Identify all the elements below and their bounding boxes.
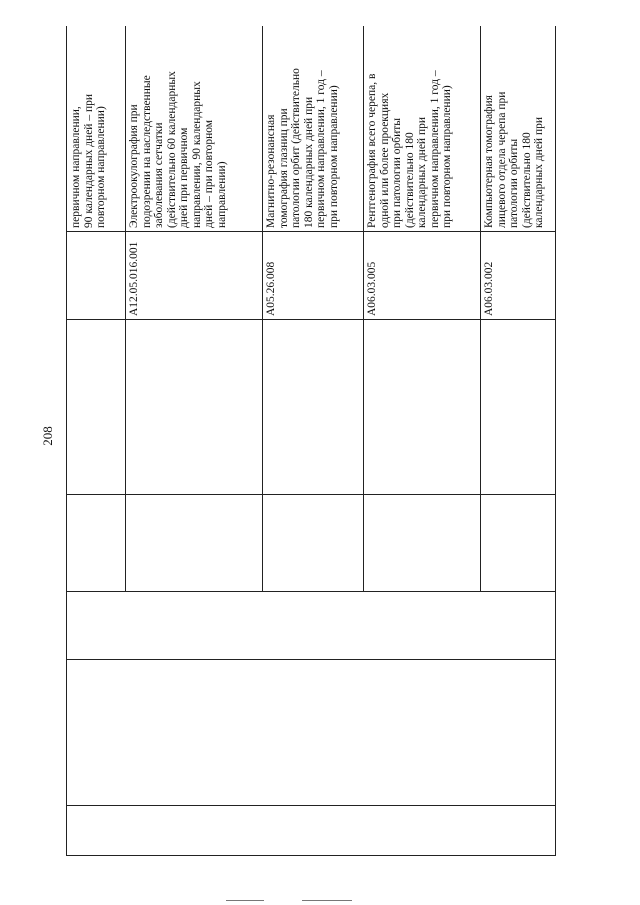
table-cell-code: A12.05.016.001 <box>128 241 140 316</box>
table-border-top <box>66 26 67 856</box>
table-cell-description: Магнитно-резонансная томография глазниц при патологии орбит (действительно 180 календарных дней при первичном направлении, 1 год – при повторном направлении) <box>265 68 340 228</box>
table-cell-description: Рентгенография всего черепа, в одной или более проекциях при патологии орбиты (действительно 180 календарных дней при первичном направлении, 1 год – при повторном направлении) <box>366 70 453 228</box>
table-col-divider <box>66 591 556 592</box>
table-cell-code: A06.03.005 <box>366 261 378 316</box>
scan-artifact <box>302 900 352 901</box>
table-row-divider <box>363 26 364 592</box>
table-row-divider <box>262 26 263 592</box>
table-col-divider <box>66 319 556 320</box>
table-row-divider <box>125 26 126 592</box>
table-col-divider <box>66 494 556 495</box>
table-row-divider <box>480 26 481 592</box>
table-border-bottom <box>555 26 556 856</box>
table-col-divider <box>66 805 556 806</box>
table-cell-code: A06.03.002 <box>483 261 495 316</box>
document-table <box>66 26 556 856</box>
scan-artifact <box>226 900 264 901</box>
table-border-left <box>66 855 556 856</box>
table-cell-description: Электроокулография при подозрении на наследственные заболевания сетчатки (действительно 60 календарных дней при первичном направлении, 90 календарных дней – при повторном направлении) <box>128 71 228 228</box>
table-cell-code: A05.26.008 <box>265 261 277 316</box>
table-cell-description: первичном направлении, 90 календарных дней – при повторном направлении) <box>70 93 107 228</box>
table-cell-description: Компьютерная томография лицевого отдела черепа при патологии орбиты (действительно 180 календарных дней при <box>483 91 545 228</box>
page-number: 208 <box>40 426 55 446</box>
table-col-divider <box>66 659 556 660</box>
